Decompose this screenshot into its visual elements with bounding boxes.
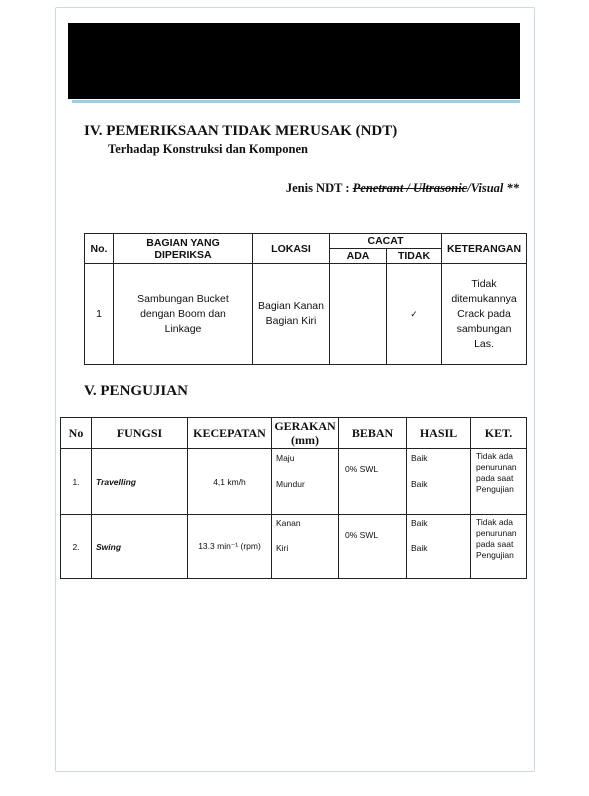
jenis-ndt-active: /Visual ** [467,181,519,195]
test-header-ket: KET. [471,418,527,449]
test-table [60,417,527,579]
test-cell-beban-text: 0% SWL [345,530,379,540]
ndt-cell-no: 1 [85,264,114,365]
ndt-header-lokasi: LOKASI [253,234,330,264]
ndt-cell-bagian: Sambungan Bucket dengan Boom dan Linkage [114,264,253,365]
table-row [61,449,527,515]
test-cell-gerakan [272,449,339,515]
jenis-ndt-label: Jenis NDT : [285,181,350,195]
test-header-beban: BEBAN [339,418,407,449]
test-cell-hasil-2: Baik [411,479,428,489]
test-cell-kecepatan: 13.3 min⁻¹ (rpm) [188,515,272,579]
jenis-ndt [286,181,519,196]
test-header-kecepatan: KECEPATAN [188,418,272,449]
ndt-header-ada: ADA [330,249,387,264]
ndt-header-cacat: CACAT [330,234,442,249]
test-cell-no: 2. [61,515,92,579]
ndt-cell-lokasi [253,264,330,365]
test-cell-hasil-1: Baik [411,453,428,463]
test-cell-ket: Tidak ada penurunan pada saat Pengujian [471,515,527,579]
test-cell-hasil [407,449,471,515]
table-row [61,515,527,579]
section-4-title: IV. PEMERIKSAAN TIDAK MERUSAK (NDT) [84,123,398,139]
test-cell-hasil-1: Baik [411,518,428,528]
test-cell-ket: Tidak ada penurunan pada saat Pengujian [471,449,527,515]
section-4-subtitle: Terhadap Konstruksi dan Komponen [108,142,308,156]
test-cell-hasil-2: Baik [411,543,428,553]
test-cell-beban [339,449,407,515]
test-cell-gerakan-2: Mundur [276,479,305,489]
section-5-title: V. PENGUJIAN [84,383,188,399]
ndt-header-no: No. [85,234,114,264]
test-header-gerakan: GERAKAN (mm) [272,418,339,449]
redacted-header-block [68,23,520,99]
test-header-hasil: HASIL [407,418,471,449]
test-cell-fungsi: Swing [92,515,188,579]
test-cell-hasil [407,515,471,579]
ndt-cell-lokasi-1: Bagian Kanan [258,300,324,312]
test-cell-gerakan-1: Kanan [276,518,301,528]
ndt-header-keterangan: KETERANGAN [442,234,527,264]
test-cell-gerakan [272,515,339,579]
ndt-header-tidak: TIDAK [387,249,442,264]
test-cell-kecepatan: 4,1 km/h [188,449,272,515]
ndt-cell-ada [330,264,387,365]
header-underline [72,100,520,103]
check-icon: ✓ [387,264,442,365]
test-cell-beban-text: 0% SWL [345,464,379,474]
test-cell-gerakan-2: Kiri [276,543,289,553]
test-cell-gerakan-1: Maju [276,453,295,463]
ndt-cell-lokasi-2: Bagian Kiri [265,315,317,327]
ndt-table [84,233,527,365]
ndt-cell-keterangan: Tidak ditemukannya Crack pada sambungan Las. [442,264,527,365]
test-header-no: No [61,418,92,449]
test-header-fungsi: FUNGSI [92,418,188,449]
test-cell-fungsi: Travelling [92,449,188,515]
ndt-header-bagian: BAGIAN YANG DIPERIKSA [114,234,253,264]
jenis-ndt-struck: Penetrant / Ultrasonic [352,181,468,195]
table-row [85,264,527,365]
test-cell-beban [339,515,407,579]
test-cell-no: 1. [61,449,92,515]
